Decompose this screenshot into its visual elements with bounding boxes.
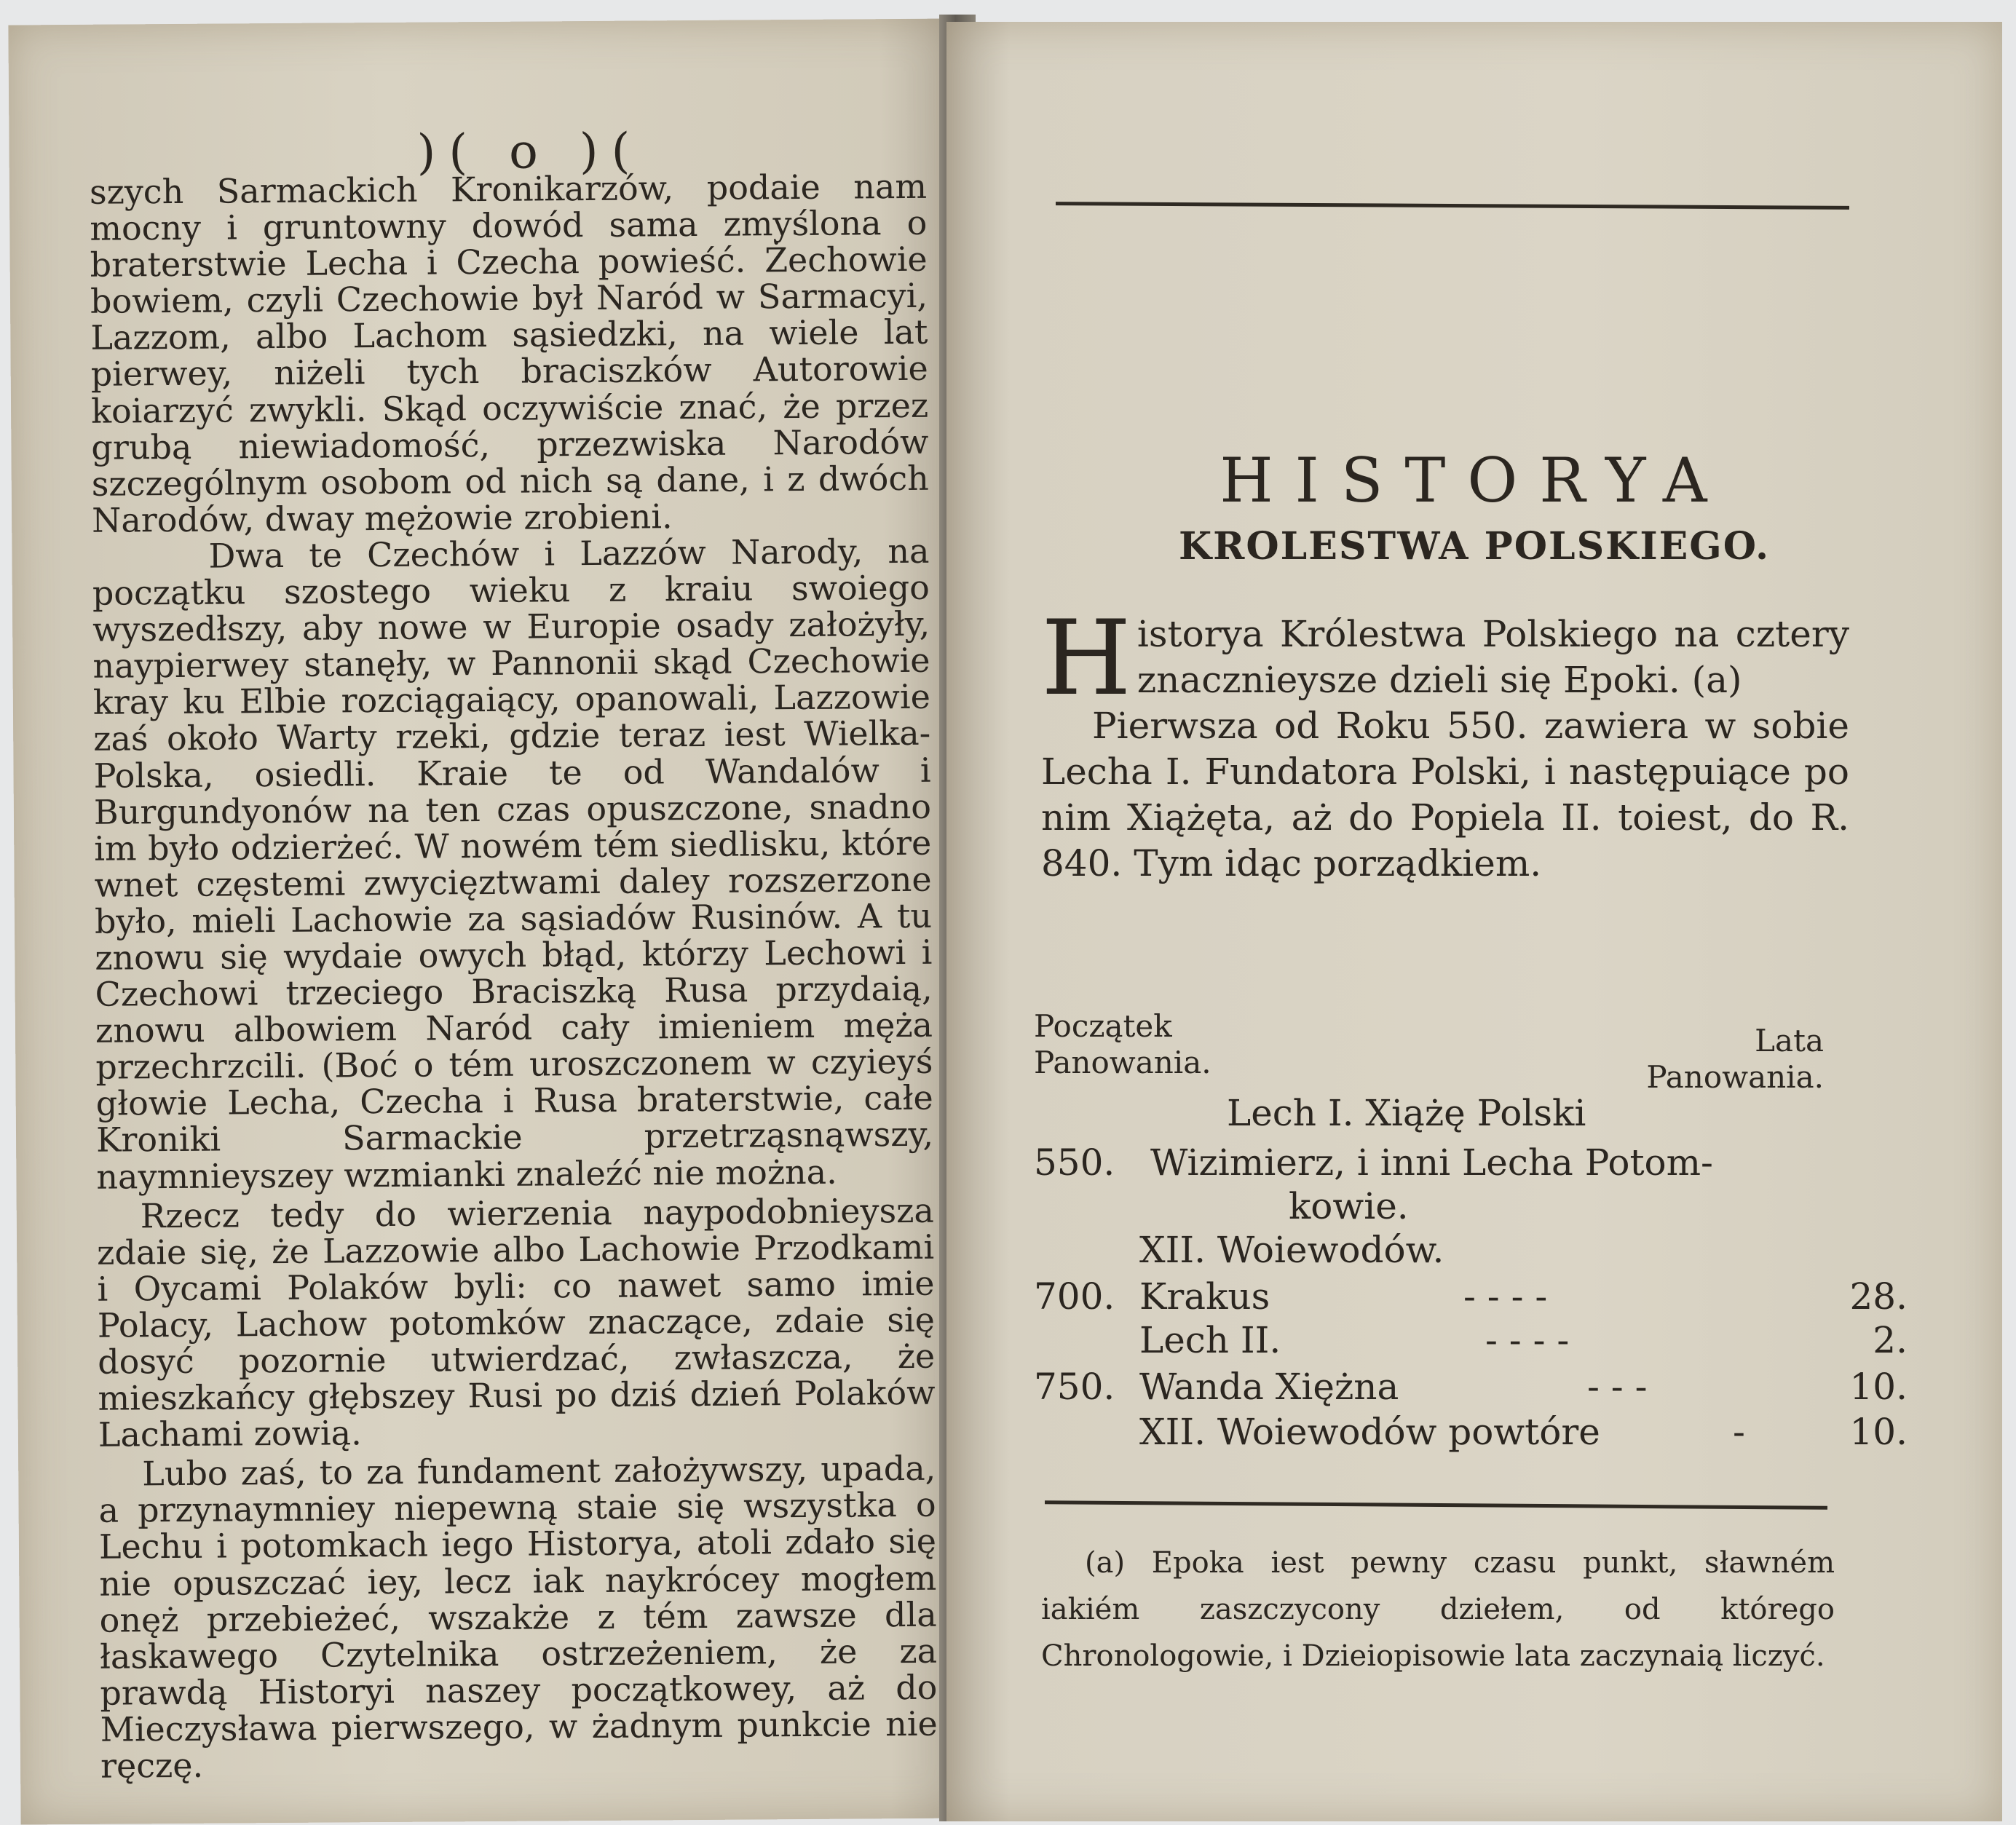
reign-row [1034, 1411, 1915, 1454]
reign-row [1034, 1092, 1915, 1136]
column-header-years-line1: Lata [1755, 1023, 1824, 1058]
left-page-body [90, 168, 938, 1784]
column-header-start-line2: Panowania. [1034, 1045, 1211, 1080]
reign-years-value: 28. [1849, 1275, 1908, 1318]
reign-name: XII. Woiewodów. [1139, 1229, 1444, 1271]
right-page [946, 22, 2002, 1821]
left-page [8, 18, 967, 1824]
first-epoch-paragraph: Pierwsza od Roku 550. zawiera w sobie Lecha I. Fundatora Polski, i następuiące po nim Xiążęta, aż do Popiela II. toiest, do R. 840. Tym idąc porządkiem. [1041, 705, 1849, 884]
reign-year: 750. [1034, 1366, 1115, 1408]
chapter-title: HISTORYA [1220, 445, 1729, 517]
reign-row [1034, 1366, 1915, 1409]
reign-year: 550. [1034, 1141, 1115, 1184]
left-paragraph-4: Lubo zaś, to za fundament założywszy, upada, a przynaymniey niepewną staie się wszystka o Lechu i potomkach iego Historya, atoli zdało się nie opuszczać iey, lecz iak naykrócey mogłem onęż przebieżeć, wszakże z tém zawsze dla łaskawego Czytelnika ostrzeżeniem, że za prawdą Historyi naszey początkowey, aż do Mieczysława pierwszego, w żadnym punkcie nie ręczę. [98, 1449, 938, 1786]
column-header-years [1605, 1023, 1824, 1096]
footnote-rule [1045, 1500, 1827, 1510]
left-paragraph-2: Dwa te Czechów i Lazzów Narody, na początku szostego wieku z kraiu swoiego wyszedłszy, aby nowe w Europie osady założyły, naypierwey stanęły, w Pannonii skąd Czechowie kray ku Elbie rozciągaiący, opanowali, Lazzowie zaś około Warty rzeki, gdzie teraz iest Wielka-Polska, osiedli. Kraie te od Wandalów i Burgundyonów na ten czas opuszczone, snadno im było odzierżeć. W nowém tém siedlisku, które wnet częstemi zwycięztwami daley rozszerzone było, mieli Lachowie za sąsiadów Rusinów. A tu znowu się wydaie owych błąd, którzy Lechowi i Czechowi trzeciego Braciszką Rusa przydaią, znowu albowiem Naród cały imieniem męża przechrzcili. (Boć o tém uroszczonem w czyieyś głowie Lecha, Czecha i Rusa braterstwie, całe Kroniki Sarmackie przetrząsnąwszy, naymnieyszey wzmianki znaleźć nie można. [92, 531, 934, 1197]
reign-name: Krakus [1139, 1275, 1270, 1318]
page-number: )( o )( [416, 122, 644, 181]
reign-row [1034, 1229, 1915, 1272]
reign-name: Wanda Xiężna [1139, 1366, 1399, 1408]
reign-years-value: 10. [1849, 1366, 1908, 1408]
drop-cap: H [1041, 598, 1131, 718]
reign-row [1034, 1141, 1915, 1185]
reign-leader: - [1733, 1411, 1745, 1453]
reign-leader: - - - - [1463, 1275, 1548, 1318]
left-paragraph-3: Rzecz tedy do wierzenia naypodobnieysza zdaie się, że Lazzowie albo Lachowie Przodkami i Oycami Polaków byli: co nawet samo imie Polacy, Lachow potomków znaczące, zdaie się dosyć pozornie utwierdzać, zwłaszcza, że mieszkańcy głębszey Rusi po dziś dzień Polaków Lachami zowią. [96, 1190, 936, 1454]
chapter-subtitle: KROLESTWA POLSKIEGO. [1178, 524, 1771, 569]
column-header-years-line2: Panowania. [1646, 1059, 1824, 1095]
intro-paragraph [1041, 598, 1849, 718]
reign-name: Lech I. Xiążę Polski [1227, 1092, 1586, 1134]
reign-years-value: 2. [1873, 1319, 1908, 1361]
reign-row [1034, 1185, 1915, 1229]
reign-row [1034, 1275, 1915, 1319]
intro-text: istorya Królestwa Polskiego na cztery znacznieysze dzieli się Epoki. (a) [1137, 613, 1849, 701]
reign-leader: - - - [1587, 1366, 1648, 1408]
reign-name: Wizimierz, i inni Lecha Potom- [1150, 1141, 1713, 1184]
reign-name: kowie. [1289, 1185, 1409, 1227]
reign-year: 700. [1034, 1275, 1115, 1318]
footnote [1041, 1540, 1835, 1679]
column-header-start-line1: Początek [1034, 1008, 1172, 1044]
top-rule [1056, 202, 1849, 210]
reign-row [1034, 1319, 1915, 1363]
reign-name: Lech II. [1139, 1319, 1281, 1361]
reign-leader: - - - - [1485, 1319, 1570, 1361]
footnote-text: (a) Epoka iest pewny czasu punkt, sławném iakiém zaszczycony dziełem, od którego Chronologowie, i Dzieiopisowie lata zaczynaią liczyć. [1041, 1546, 1835, 1673]
reign-name: XII. Woiewodów powtóre [1139, 1411, 1600, 1453]
right-page-body [1041, 598, 1849, 887]
reign-years-value: 10. [1849, 1411, 1908, 1453]
column-header-start [1034, 1008, 1211, 1081]
left-paragraph-1: szych Sarmackich Kronikarzów, podaie nam mocny i gruntowny dowód sama zmyślona o braterstwie Lecha i Czecha powieść. Żechowie bowiem, czyli Czechowie był Naród w Sarmacyi, Lazzom, albo Lachom sąsiedzki, na wiele lat pierwey, niżeli tych braciszków Autorowie koiarzyć zwykli. Skąd oczywiście znać, że przez grubą niewiadomość, przezwiska Narodów szczególnym osobom od nich są dane, i z dwóch Narodów, dway mężowie zrobieni. [89, 166, 929, 540]
